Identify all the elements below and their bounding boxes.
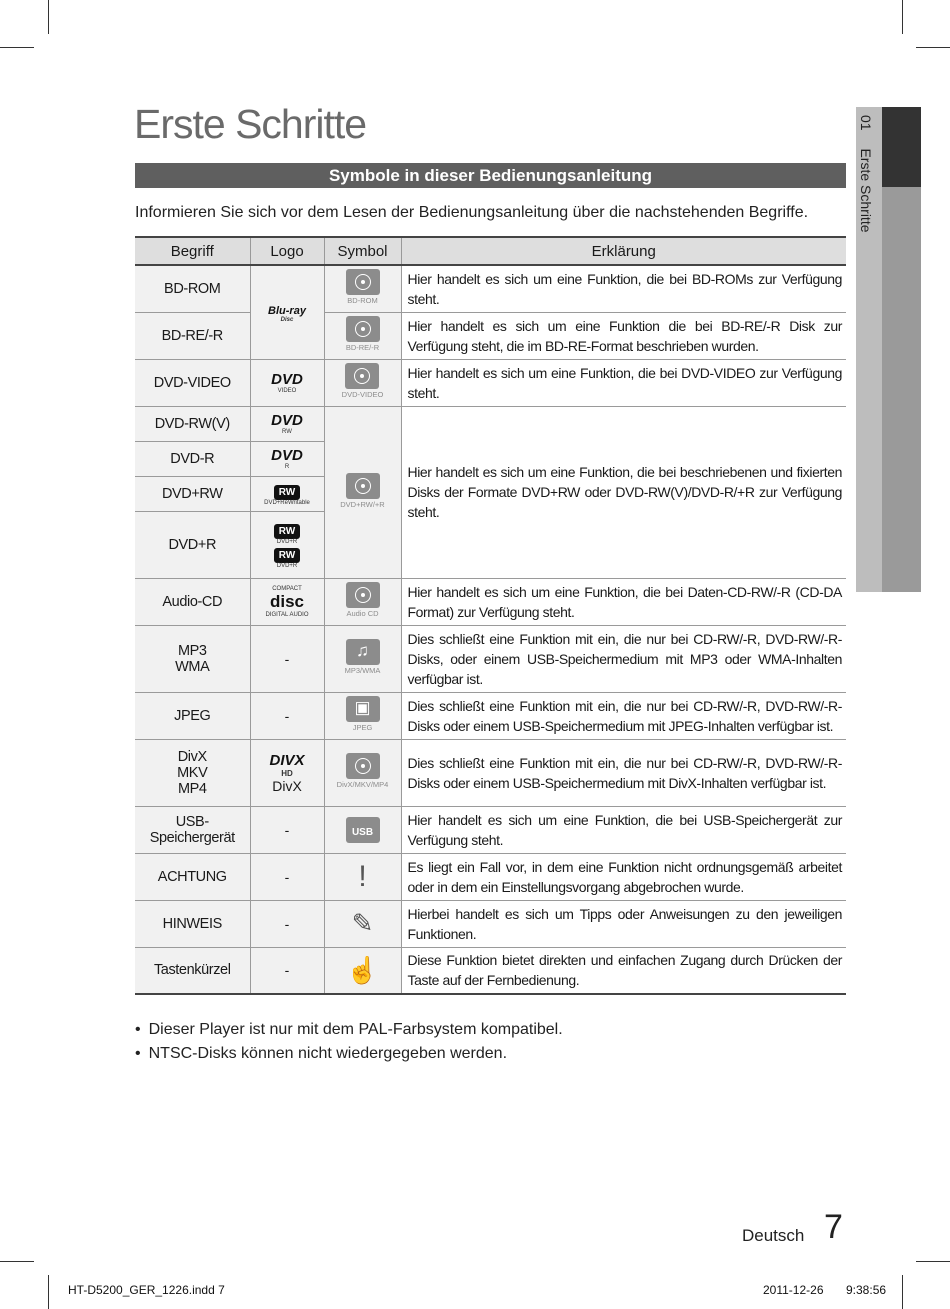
dvd-plus-r-logo: RW DVD+R RW DVD+R xyxy=(250,511,324,578)
term-cell: DivX MKV MP4 xyxy=(135,739,250,806)
crop-mark xyxy=(916,47,950,48)
audio-cd-symbol: Audio CD xyxy=(324,578,401,625)
term-cell: Tastenkürzel xyxy=(135,947,250,994)
mp3-wma-symbol: ♫ MP3/WMA xyxy=(324,625,401,692)
description-cell: Hier handelt es sich um eine Funktion, die bei Daten-CD-RW/-R (CD-DA Format) zur Verfügung steht. xyxy=(401,578,846,625)
dvd-rw-logo: DVD RW xyxy=(250,406,324,441)
logo-cell: - xyxy=(250,900,324,947)
chapter-number: 01 xyxy=(858,115,874,131)
term-cell: MP3 WMA xyxy=(135,625,250,692)
column-header: Symbol xyxy=(324,237,401,265)
term-cell: DVD+RW xyxy=(135,476,250,511)
description-cell: Es liegt ein Fall vor, in dem eine Funktion nicht ordnungsgemäß arbeitet oder in dem ein Einstellungsvorgang abgebrochen wurde. xyxy=(401,853,846,900)
crop-mark xyxy=(0,47,34,48)
table-row xyxy=(135,359,846,406)
table-row xyxy=(135,900,846,947)
table-row xyxy=(135,853,846,900)
disc-icon xyxy=(355,587,371,603)
disc-icon xyxy=(355,321,371,337)
warning-icon: ! xyxy=(324,853,401,900)
bdre-symbol: BD-RE/-R xyxy=(324,312,401,359)
table-row xyxy=(135,739,846,806)
symbols-table xyxy=(135,236,846,995)
usb-icon: USB xyxy=(351,826,374,838)
description-cell: Dies schließt eine Funktion mit ein, die nur bei CD-RW/-R, DVD-RW/-R-Disks oder einem USB-Speichermedium mit JPEG-Inhalten verfügbar ist. xyxy=(401,692,846,739)
column-header: Begriff xyxy=(135,237,250,265)
logo-cell: - xyxy=(250,806,324,853)
term-cell: USB- Speichergerät xyxy=(135,806,250,853)
crop-mark xyxy=(48,0,49,34)
logo-cell: - xyxy=(250,692,324,739)
description-cell: Dies schließt eine Funktion mit ein, die nur bei CD-RW/-R, DVD-RW/-R-Disks oder einem USB-Speichermedium mit DivX-Inhalten verfügbar ist. xyxy=(401,739,846,806)
section-heading: Symbole in dieser Bedienungsanleitung xyxy=(135,163,846,188)
description-cell: Hier handelt es sich um eine Funktion die bei BD-RE/-R Disk zur Verfügung steht, die im BD-RE-Format beschrieben wurden. xyxy=(401,312,846,359)
description-cell: Hier handelt es sich um eine Funktion, die bei USB-Speichergerät zur Verfügung steht. xyxy=(401,806,846,853)
term-cell: HINWEIS xyxy=(135,900,250,947)
footer-date: 2011-12-26 xyxy=(763,1283,824,1297)
notes-list xyxy=(135,1018,563,1066)
crop-mark xyxy=(916,1261,950,1262)
list-item: • NTSC-Disks können nicht wiedergegeben werden. xyxy=(135,1042,563,1066)
dvd-video-logo: DVD VIDEO xyxy=(250,359,324,406)
term-cell: DVD-R xyxy=(135,441,250,476)
bdrom-symbol: BD-ROM xyxy=(324,265,401,312)
column-header: Logo xyxy=(250,237,324,265)
dvd-video-symbol: DVD-VIDEO xyxy=(324,359,401,406)
footer-filename: HT-D5200_GER_1226.indd 7 xyxy=(68,1283,225,1297)
term-cell: ACHTUNG xyxy=(135,853,250,900)
term-cell: JPEG xyxy=(135,692,250,739)
description-cell: Dies schließt eine Funktion mit ein, die nur bei CD-RW/-R, DVD-RW/-R-Disks, oder einem USB-Speichermedium mit MP3 oder WMA-Inhalten verfügbar ist. xyxy=(401,625,846,692)
dvd-plus-rw-symbol: DVD+RW/+R xyxy=(324,406,401,578)
description-cell: Hierbei handelt es sich um Tipps oder Anweisungen zu den jeweiligen Funktionen. xyxy=(401,900,846,947)
side-tab-marker xyxy=(882,107,921,187)
description-cell: Hier handelt es sich um eine Funktion, die bei beschriebenen und fixierten Disks der Formate DVD+RW oder DVD-RW(V)/DVD-R/+R zur Verfügung steht. xyxy=(401,406,846,578)
term-cell: BD-ROM xyxy=(135,265,250,312)
chapter-title: Erste Schritte xyxy=(858,148,874,233)
page-number: 7 xyxy=(824,1208,843,1246)
intro-text: Informieren Sie sich vor dem Lesen der Bedienungsanleitung über die nachstehenden Begriffe. xyxy=(135,204,809,221)
logo-cell: - xyxy=(250,625,324,692)
term-cell: Audio-CD xyxy=(135,578,250,625)
logo-cell: - xyxy=(250,947,324,994)
table-row xyxy=(135,406,846,441)
term-cell: DVD+R xyxy=(135,511,250,578)
picture-icon: ▣ xyxy=(354,698,371,717)
dvd-plus-rw-logo: RW DVD+ReWritable xyxy=(250,476,324,511)
table-row xyxy=(135,692,846,739)
term-cell: DVD-RW(V) xyxy=(135,406,250,441)
table-row xyxy=(135,947,846,994)
bluray-logo: Blu-ray Disc xyxy=(250,265,324,359)
logo-cell: - xyxy=(250,853,324,900)
side-tab-label xyxy=(858,115,874,233)
disc-icon xyxy=(354,368,370,384)
page-title: Erste Schritte xyxy=(134,101,367,147)
side-tab-strip xyxy=(882,187,921,592)
compact-disc-logo: COMPACT disc DIGITAL AUDIO xyxy=(250,578,324,625)
divx-logo: DIVX HD DivX xyxy=(250,739,324,806)
term-cell: BD-RE/-R xyxy=(135,312,250,359)
term-cell: DVD-VIDEO xyxy=(135,359,250,406)
language-label: Deutsch xyxy=(742,1226,805,1245)
column-header: Erklärung xyxy=(401,237,846,265)
footer-time: 9:38:56 xyxy=(846,1283,887,1297)
table-row xyxy=(135,806,846,853)
list-item: • Dieser Player ist nur mit dem PAL-Farbsystem kompatibel. xyxy=(135,1018,563,1042)
usb-symbol xyxy=(324,806,401,853)
table-row xyxy=(135,312,846,359)
disc-icon xyxy=(355,758,371,774)
table-row xyxy=(135,578,846,625)
description-cell: Diese Funktion bietet direkten und einfachen Zugang durch Drücken der Taste auf der Fernbedienung. xyxy=(401,947,846,994)
table-row xyxy=(135,265,846,312)
crop-mark xyxy=(902,0,903,34)
crop-mark xyxy=(902,1275,903,1309)
disc-icon xyxy=(355,274,371,290)
disc-icon xyxy=(355,478,371,494)
divx-symbol: DivX/MKV/MP4 xyxy=(324,739,401,806)
note-pencil-icon: ✎ xyxy=(324,900,401,947)
description-cell: Hier handelt es sich um eine Funktion, die bei DVD-VIDEO zur Verfügung steht. xyxy=(401,359,846,406)
dvd-r-logo: DVD R xyxy=(250,441,324,476)
crop-mark xyxy=(48,1275,49,1309)
jpeg-symbol: ▣ JPEG xyxy=(324,692,401,739)
crop-mark xyxy=(0,1261,34,1262)
description-cell: Hier handelt es sich um eine Funktion, die bei BD-ROMs zur Verfügung steht. xyxy=(401,265,846,312)
hand-button-icon: ☝ xyxy=(324,947,401,994)
music-note-icon: ♫ xyxy=(356,641,369,660)
table-row xyxy=(135,625,846,692)
